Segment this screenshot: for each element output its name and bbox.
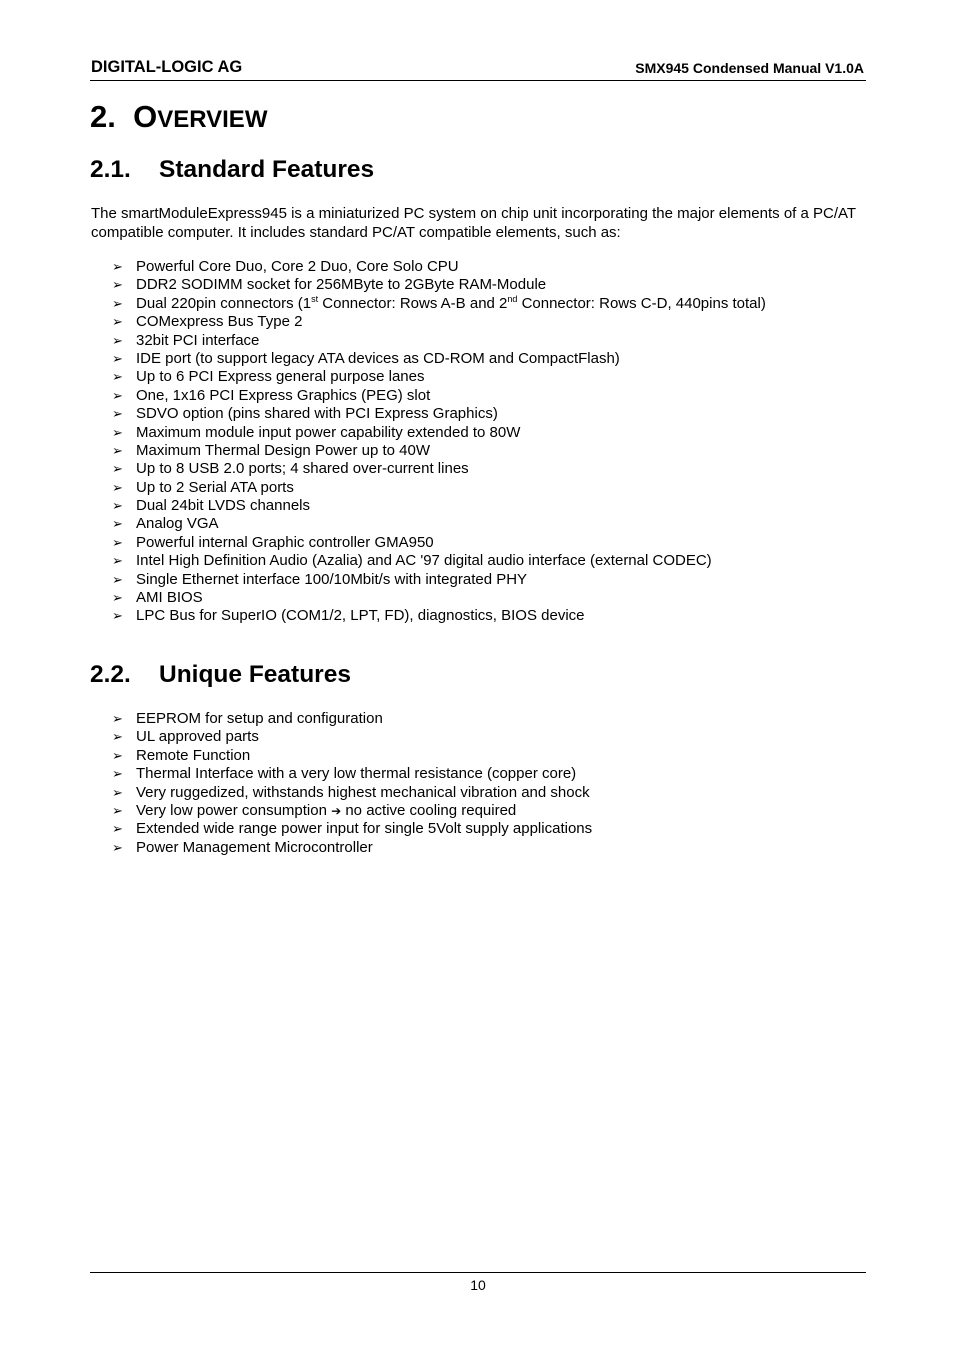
bullet-arrow-icon: ➢ xyxy=(112,729,123,745)
list-item: ➢ LPC Bus for SuperIO (COM1/2, LPT, FD), diagnostics, BIOS device xyxy=(112,607,585,625)
list-item: ➢ IDE port (to support legacy ATA devices as CD-ROM and CompactFlash) xyxy=(112,349,620,367)
page-footer xyxy=(90,1272,866,1293)
bullet-arrow-icon: ➢ xyxy=(112,350,123,366)
bullet-arrow-icon: ➢ xyxy=(112,387,123,403)
list-item: ➢ Powerful internal Graphic controller GMA950 xyxy=(112,533,434,551)
bullet-arrow-icon: ➢ xyxy=(112,424,123,440)
bullet-arrow-icon: ➢ xyxy=(112,711,123,726)
manual-title: SMX945 Condensed Manual V1.0A xyxy=(635,60,864,76)
intro-paragraph: The smartModuleExpress945 is a miniaturized PC system on chip unit incorporating the major elements of a PC/AT compatible computer. It includes standard PC/AT compatible elements, such as: xyxy=(91,205,856,241)
bullet-arrow-icon: ➢ xyxy=(112,369,123,385)
list-item: ➢ Powerful Core Duo, Core 2 Duo, Core Solo CPU xyxy=(112,258,459,275)
list-item: ➢ COMexpress Bus Type 2 xyxy=(112,313,303,331)
list-item: ➢ Dual 24bit LVDS channels xyxy=(112,497,310,515)
standard-features-list xyxy=(112,258,766,626)
bullet-arrow-icon: ➢ xyxy=(112,571,123,587)
chapter-title-rest: VERVIEW xyxy=(157,106,268,133)
section-title-standard xyxy=(90,156,374,184)
list-item: ➢ Very ruggedized, withstands highest mechanical vibration and shock xyxy=(112,783,590,801)
list-item: ➢ SDVO option (pins shared with PCI Express Graphics) xyxy=(112,405,498,423)
company-name: DIGITAL-LOGIC AG xyxy=(91,58,243,76)
list-item: ➢ One, 1x16 PCI Express Graphics (PEG) slot xyxy=(112,386,431,404)
bullet-arrow-icon: ➢ xyxy=(112,802,123,818)
list-item: ➢ Maximum Thermal Design Power up to 40W xyxy=(112,441,430,459)
list-item: ➢ Extended wide range power input for single 5Volt supply applications xyxy=(112,820,593,838)
chapter-title xyxy=(90,99,267,135)
unique-features-list xyxy=(112,710,592,857)
bullet-arrow-icon: ➢ xyxy=(112,259,123,274)
bullet-arrow-icon: ➢ xyxy=(112,821,123,837)
bullet-arrow-icon: ➢ xyxy=(112,608,123,624)
bullet-arrow-icon: ➢ xyxy=(112,479,123,495)
bullet-arrow-icon: ➢ xyxy=(112,784,123,800)
bullet-arrow-icon: ➢ xyxy=(112,332,123,348)
bullet-arrow-icon: ➢ xyxy=(112,295,123,311)
bullet-arrow-icon: ➢ xyxy=(112,553,123,569)
bullet-arrow-icon: ➢ xyxy=(112,766,123,782)
bullet-arrow-icon: ➢ xyxy=(112,461,123,477)
list-item: ➢ Analog VGA xyxy=(112,515,219,533)
bullet-arrow-icon: ➢ xyxy=(112,314,123,330)
list-item: ➢ AMI BIOS xyxy=(112,589,203,607)
list-item: ➢ DDR2 SODIMM socket for 256MByte to 2GByte RAM-Module xyxy=(112,276,547,294)
list-item: ➢ Very low power consumption ➔ no active cooling required xyxy=(112,801,517,819)
list-item: ➢ Remote Function xyxy=(112,746,251,764)
section-number: 2.1. xyxy=(90,156,131,183)
section-number: 2.2. xyxy=(90,661,131,688)
bullet-arrow-icon: ➢ xyxy=(112,590,123,606)
bullet-arrow-icon: ➢ xyxy=(112,747,123,763)
list-item: ➢ EEPROM for setup and configuration xyxy=(112,710,383,727)
list-item: ➢ Power Management Microcontroller xyxy=(112,838,373,856)
list-item: ➢ 32bit PCI interface xyxy=(112,331,260,349)
chapter-title-initial: O xyxy=(133,99,158,134)
list-item: ➢ Up to 2 Serial ATA ports xyxy=(112,478,294,496)
bullet-arrow-icon: ➢ xyxy=(112,277,123,293)
section-heading: Unique Features xyxy=(159,661,351,688)
bullet-arrow-icon: ➢ xyxy=(112,498,123,514)
list-item: ➢ Single Ethernet interface 100/10Mbit/s with integrated PHY xyxy=(112,570,528,588)
right-arrow-icon: ➔ xyxy=(331,803,342,818)
bullet-arrow-icon: ➢ xyxy=(112,442,123,458)
bullet-arrow-icon: ➢ xyxy=(112,534,123,550)
chapter-number: 2. xyxy=(90,99,116,134)
list-item: ➢ Thermal Interface with a very low thermal resistance (copper core) xyxy=(112,765,577,783)
bullet-arrow-icon: ➢ xyxy=(112,839,123,855)
bullet-arrow-icon: ➢ xyxy=(112,516,123,532)
list-item: ➢ Up to 8 USB 2.0 ports; 4 shared over-current lines xyxy=(112,460,469,478)
page-header xyxy=(90,56,866,81)
list-item: ➢ Intel High Definition Audio (Azalia) and AC '97 digital audio interface (external CODEC) xyxy=(112,552,712,570)
bullet-arrow-icon: ➢ xyxy=(112,406,123,422)
list-item: ➢ Dual 220pin connectors (1st Connector: Rows A-B and 2nd Connector: Rows C-D, 440pins total) xyxy=(112,293,766,312)
list-item: ➢ Up to 6 PCI Express general purpose lanes xyxy=(112,368,425,386)
list-item: ➢ Maximum module input power capability extended to 80W xyxy=(112,423,521,441)
section-title-unique xyxy=(90,661,351,689)
list-item: ➢ UL approved parts xyxy=(112,728,259,746)
section-heading: Standard Features xyxy=(159,156,375,183)
page-number: 10 xyxy=(470,1277,486,1293)
